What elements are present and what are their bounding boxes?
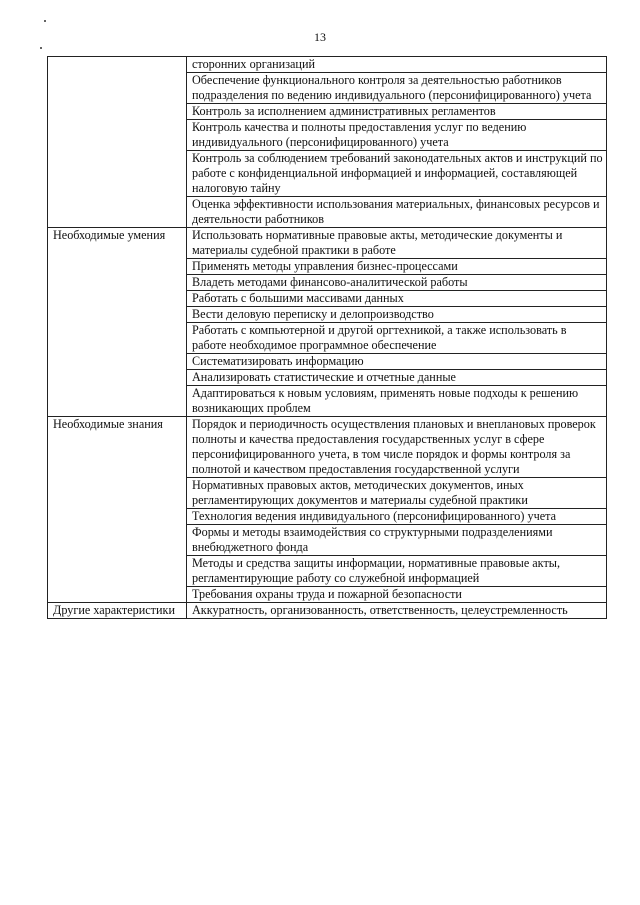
requirement-cell: Адаптироваться к новым условиям, применять новые подходы к решению возникающих проблем [187, 386, 607, 417]
requirement-cell: сторонних организаций [187, 57, 607, 73]
requirement-cell: Систематизировать информацию [187, 354, 607, 370]
category-cell [48, 57, 187, 228]
category-cell: Другие характеристики [48, 603, 187, 619]
scan-speck [44, 20, 46, 22]
requirement-cell: Методы и средства защиты информации, нормативные правовые акты, регламентирующие работу со служебной информацией [187, 556, 607, 587]
table-row [48, 417, 607, 478]
table-row [48, 228, 607, 259]
page-number: 13 [314, 30, 326, 44]
requirement-cell: Применять методы управления бизнес-процессами [187, 259, 607, 275]
table-row [48, 57, 607, 73]
requirement-cell: Работать с компьютерной и другой оргтехникой, а также использовать в работе необходимое программное обеспечение [187, 323, 607, 354]
requirement-cell: Контроль за исполнением административных регламентов [187, 104, 607, 120]
category-cell: Необходимые знания [48, 417, 187, 603]
table-row [48, 603, 607, 619]
requirement-cell: Вести деловую переписку и делопроизводство [187, 307, 607, 323]
requirement-cell: Требования охраны труда и пожарной безопасности [187, 587, 607, 603]
requirement-cell: Обеспечение функционального контроля за деятельностью работников подразделения по ведению индивидуального (персонифицированного) учета [187, 73, 607, 104]
requirement-cell: Оценка эффективности использования материальных, финансовых ресурсов и деятельности работников [187, 197, 607, 228]
requirement-cell: Использовать нормативные правовые акты, методические документы и материалы судебной практики в работе [187, 228, 607, 259]
category-cell: Необходимые умения [48, 228, 187, 417]
requirement-cell: Владеть методами финансово-аналитической работы [187, 275, 607, 291]
requirement-cell: Порядок и периодичность осуществления плановых и внеплановых проверок полноты и качества предоставления государственных услуг в сфере персонифицированного учета, в том числе порядок и формы контроля за полнотой и качеством предоставления государственной услуги [187, 417, 607, 478]
requirement-cell: Нормативных правовых актов, методических документов, иных регламентирующих документов и материалы судебной практики [187, 478, 607, 509]
requirement-cell: Контроль за соблюдением требований законодательных актов и инструкций по работе с конфиденциальной информацией и информацией, составляющей налоговую тайну [187, 151, 607, 197]
requirement-cell: Аккуратность, организованность, ответственность, целеустремленность [187, 603, 607, 619]
scan-speck [40, 47, 42, 49]
requirement-cell: Контроль качества и полноты предоставления услуг по ведению индивидуального (персонифицированного) учета [187, 120, 607, 151]
requirement-cell: Анализировать статистические и отчетные данные [187, 370, 607, 386]
requirement-cell: Технология ведения индивидуального (персонифицированного) учета [187, 509, 607, 525]
requirement-cell: Работать с большими массивами данных [187, 291, 607, 307]
qualification-table [47, 56, 607, 619]
requirement-cell: Формы и методы взаимодействия со структурными подразделениями внебюджетного фонда [187, 525, 607, 556]
